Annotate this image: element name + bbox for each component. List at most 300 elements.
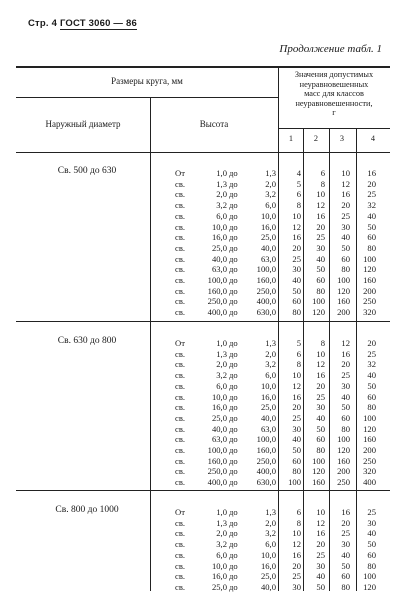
class-2-value: 25 bbox=[316, 549, 325, 560]
table-row bbox=[0, 189, 408, 199]
group-title: Св. 630 до 800 bbox=[57, 336, 117, 346]
class-4-value: 32 bbox=[367, 200, 376, 211]
range-to: 10,0 bbox=[260, 549, 276, 560]
range-to-word: до bbox=[229, 434, 238, 445]
range-from: 1,0 bbox=[216, 338, 227, 348]
range-to: 10,0 bbox=[260, 210, 276, 221]
class-1-value: 80 bbox=[292, 307, 301, 318]
class-3-value: 250 bbox=[337, 477, 350, 488]
class-2-value: 40 bbox=[316, 571, 325, 582]
class-2-value: 10 bbox=[316, 189, 325, 200]
class-3-value: 120 bbox=[337, 285, 350, 296]
class-1-value: 10 bbox=[292, 528, 301, 539]
class-number-2: 2 bbox=[313, 134, 319, 143]
class-2-value: 12 bbox=[316, 517, 325, 528]
class-1-value: 6 bbox=[296, 189, 301, 200]
class-3-value: 10 bbox=[341, 168, 350, 178]
class-4-value: 20 bbox=[367, 338, 376, 348]
class-1-value: 60 bbox=[292, 455, 301, 466]
range-to-word: до bbox=[229, 391, 238, 402]
range-to: 16,0 bbox=[260, 560, 276, 571]
group-title: Св. 500 до 630 bbox=[57, 166, 117, 176]
class-1-value: 12 bbox=[292, 380, 301, 391]
class-1-value: 40 bbox=[292, 434, 301, 445]
class-1-value: 8 bbox=[296, 517, 301, 528]
class-4-value: 160 bbox=[363, 275, 376, 285]
range-to: 40,0 bbox=[260, 581, 276, 592]
range-prefix: св. bbox=[175, 285, 186, 296]
range-to-word: до bbox=[229, 412, 238, 423]
height-header: Высота bbox=[199, 119, 229, 129]
class-2-value: 20 bbox=[316, 539, 325, 550]
class-1-value: 16 bbox=[292, 391, 301, 402]
class-1-value: 30 bbox=[292, 264, 301, 275]
class-2-value: 12 bbox=[316, 359, 325, 370]
class-3-value: 40 bbox=[341, 232, 350, 243]
range-from: 100,0 bbox=[207, 275, 227, 285]
table-row bbox=[0, 392, 408, 402]
class-1-value: 8 bbox=[296, 200, 301, 211]
range-to: 63,0 bbox=[260, 253, 276, 264]
class-3-value: 200 bbox=[337, 466, 350, 477]
class-4-value: 320 bbox=[363, 466, 376, 477]
class-1-value: 60 bbox=[292, 296, 301, 307]
table-row bbox=[0, 424, 408, 434]
range-to-word: до bbox=[229, 455, 238, 466]
range-prefix: св. bbox=[175, 221, 186, 232]
range-from: 16,0 bbox=[211, 571, 227, 582]
table-row bbox=[0, 456, 408, 466]
range-prefix: св. bbox=[175, 549, 186, 560]
class-2-value: 100 bbox=[312, 455, 325, 466]
range-to: 100,0 bbox=[256, 264, 276, 275]
class-1-value: 25 bbox=[292, 253, 301, 264]
header-bottom-rule bbox=[16, 152, 390, 153]
class-1-value: 25 bbox=[292, 571, 301, 582]
table-row bbox=[0, 338, 408, 348]
class-3-value: 40 bbox=[341, 549, 350, 560]
class-4-value: 25 bbox=[367, 507, 376, 517]
class-2-value: 60 bbox=[316, 275, 325, 285]
class-number-4: 4 bbox=[370, 134, 376, 143]
class-2-value: 12 bbox=[316, 200, 325, 211]
class-2-value: 16 bbox=[316, 210, 325, 221]
table-row bbox=[0, 232, 408, 242]
range-from: 25,0 bbox=[211, 412, 227, 423]
class-3-value: 100 bbox=[337, 434, 350, 445]
group-title: Св. 800 до 1000 bbox=[55, 505, 119, 515]
range-to-word: до bbox=[229, 571, 238, 582]
class-2-value: 8 bbox=[320, 178, 325, 189]
table-row bbox=[0, 168, 408, 178]
range-from: 2,0 bbox=[216, 359, 227, 370]
table-row bbox=[0, 518, 408, 528]
class-4-value: 40 bbox=[367, 210, 376, 221]
range-to: 6,0 bbox=[265, 370, 276, 381]
range-from: 16,0 bbox=[211, 402, 227, 413]
class-number-1: 1 bbox=[288, 134, 294, 143]
class-1-value: 4 bbox=[296, 168, 301, 178]
range-to: 25,0 bbox=[260, 571, 276, 582]
class-3-value: 60 bbox=[341, 571, 350, 582]
range-prefix: От bbox=[175, 168, 185, 178]
class-2-value: 120 bbox=[312, 466, 325, 477]
class-3-value: 16 bbox=[341, 507, 350, 517]
class-4-value: 80 bbox=[367, 242, 376, 253]
range-from: 1,3 bbox=[216, 517, 227, 528]
class-2-value: 50 bbox=[316, 264, 325, 275]
range-from: 25,0 bbox=[211, 581, 227, 592]
group2-bottom-rule bbox=[16, 490, 390, 491]
class-4-value: 20 bbox=[367, 178, 376, 189]
values-title-line: г bbox=[332, 108, 336, 117]
class-4-value: 200 bbox=[363, 285, 376, 296]
range-to-word: до bbox=[229, 370, 238, 381]
range-prefix: От bbox=[175, 507, 185, 517]
range-from: 400,0 bbox=[207, 307, 227, 318]
class-1-value: 20 bbox=[292, 402, 301, 413]
range-to: 16,0 bbox=[260, 221, 276, 232]
range-from: 160,0 bbox=[207, 455, 227, 466]
class-4-value: 120 bbox=[363, 581, 376, 592]
class-2-value: 8 bbox=[320, 338, 325, 348]
class-1-value: 6 bbox=[296, 348, 301, 359]
values-title-line: неуравновешенности, bbox=[295, 98, 373, 108]
range-to: 40,0 bbox=[260, 242, 276, 253]
class-4-value: 200 bbox=[363, 445, 376, 455]
range-to-word: до bbox=[229, 264, 238, 275]
class-2-value: 25 bbox=[316, 391, 325, 402]
range-to: 1,3 bbox=[265, 338, 276, 348]
class-4-value: 40 bbox=[367, 528, 376, 539]
table-row bbox=[0, 264, 408, 274]
range-to: 250,0 bbox=[256, 455, 276, 466]
values-title bbox=[278, 70, 390, 118]
class-2-value: 6 bbox=[320, 168, 325, 178]
class-1-value: 25 bbox=[292, 412, 301, 423]
class-3-value: 25 bbox=[341, 528, 350, 539]
class-3-value: 40 bbox=[341, 391, 350, 402]
class-4-value: 60 bbox=[367, 391, 376, 402]
range-from: 6,0 bbox=[216, 549, 227, 560]
range-from: 2,0 bbox=[216, 189, 227, 200]
class-2-value: 80 bbox=[316, 285, 325, 296]
range-prefix: св. bbox=[175, 275, 186, 285]
range-from: 3,2 bbox=[216, 539, 227, 550]
values-title-line: масс для классов bbox=[304, 89, 364, 98]
size-title: Размеры круга, мм bbox=[111, 76, 183, 86]
range-prefix: св. bbox=[175, 307, 186, 318]
range-prefix: св. bbox=[175, 296, 186, 307]
range-prefix: св. bbox=[175, 359, 186, 370]
range-prefix: св. bbox=[175, 571, 186, 582]
class-4-value: 50 bbox=[367, 221, 376, 232]
class-4-value: 40 bbox=[367, 370, 376, 381]
range-to-word: до bbox=[229, 380, 238, 391]
class-4-value: 16 bbox=[367, 168, 376, 178]
range-prefix: св. bbox=[175, 253, 186, 264]
class-1-value: 12 bbox=[292, 539, 301, 550]
class-4-value: 80 bbox=[367, 560, 376, 571]
range-to: 63,0 bbox=[260, 423, 276, 434]
range-prefix: св. bbox=[175, 210, 186, 221]
values-title-line: неуравновешенных bbox=[299, 79, 369, 89]
range-to: 2,0 bbox=[265, 178, 276, 189]
range-from: 3,2 bbox=[216, 200, 227, 211]
table-row bbox=[0, 402, 408, 412]
range-prefix: св. bbox=[175, 581, 186, 592]
class-1-value: 12 bbox=[292, 221, 301, 232]
class-1-value: 10 bbox=[292, 210, 301, 221]
range-to: 250,0 bbox=[256, 285, 276, 296]
range-to-word: до bbox=[229, 348, 238, 359]
range-to-word: до bbox=[229, 445, 238, 455]
range-prefix: св. bbox=[175, 445, 186, 455]
class-1-value: 40 bbox=[292, 275, 301, 285]
class-1-value: 50 bbox=[292, 445, 301, 455]
class-3-value: 16 bbox=[341, 189, 350, 200]
outer-diameter-header: Наружный диаметр bbox=[45, 119, 121, 129]
range-to-word: до bbox=[229, 539, 238, 550]
range-prefix: св. bbox=[175, 517, 186, 528]
class-2-value: 80 bbox=[316, 445, 325, 455]
continuation-label: Продолжение табл. 1 bbox=[279, 43, 382, 55]
class-4-value: 100 bbox=[363, 571, 376, 582]
range-to-word: до bbox=[229, 517, 238, 528]
range-from: 1,3 bbox=[216, 178, 227, 189]
range-to: 2,0 bbox=[265, 348, 276, 359]
class-2-value: 100 bbox=[312, 296, 325, 307]
range-to-word: до bbox=[229, 560, 238, 571]
class-4-value: 30 bbox=[367, 517, 376, 528]
class-1-value: 16 bbox=[292, 232, 301, 243]
table-row bbox=[0, 275, 408, 285]
class-4-value: 100 bbox=[363, 253, 376, 264]
class-3-value: 200 bbox=[337, 307, 350, 318]
range-to-word: до bbox=[229, 296, 238, 307]
header-sub-rule bbox=[16, 97, 278, 98]
class-3-value: 80 bbox=[341, 423, 350, 434]
table-row bbox=[0, 370, 408, 380]
class-4-value: 250 bbox=[363, 296, 376, 307]
range-from: 1,0 bbox=[216, 168, 227, 178]
class-2-value: 20 bbox=[316, 380, 325, 391]
class-number-3: 3 bbox=[339, 134, 345, 143]
range-from: 2,0 bbox=[216, 528, 227, 539]
range-from: 10,0 bbox=[211, 391, 227, 402]
class-3-value: 80 bbox=[341, 264, 350, 275]
class-2-value: 16 bbox=[316, 370, 325, 381]
range-from: 160,0 bbox=[207, 285, 227, 296]
range-prefix: св. bbox=[175, 402, 186, 413]
class-3-value: 100 bbox=[337, 275, 350, 285]
class-2-value: 60 bbox=[316, 434, 325, 445]
range-from: 16,0 bbox=[211, 232, 227, 243]
table-row bbox=[0, 434, 408, 444]
table-row bbox=[0, 222, 408, 232]
range-to-word: до bbox=[229, 507, 238, 517]
range-from: 250,0 bbox=[207, 466, 227, 477]
range-to-word: до bbox=[229, 221, 238, 232]
range-from: 3,2 bbox=[216, 370, 227, 381]
group1-bottom-rule bbox=[16, 321, 390, 322]
class-1-value: 30 bbox=[292, 581, 301, 592]
class-2-value: 16 bbox=[316, 528, 325, 539]
range-from: 63,0 bbox=[211, 434, 227, 445]
class-3-value: 30 bbox=[341, 539, 350, 550]
class-2-value: 10 bbox=[316, 348, 325, 359]
class-3-value: 80 bbox=[341, 581, 350, 592]
range-from: 6,0 bbox=[216, 210, 227, 221]
table-row bbox=[0, 528, 408, 538]
range-prefix: св. bbox=[175, 423, 186, 434]
table-row bbox=[0, 359, 408, 369]
table-row bbox=[0, 582, 408, 592]
range-to: 630,0 bbox=[256, 477, 276, 488]
range-from: 250,0 bbox=[207, 296, 227, 307]
class-2-value: 25 bbox=[316, 232, 325, 243]
range-to: 3,2 bbox=[265, 359, 276, 370]
range-to-word: до bbox=[229, 285, 238, 296]
class-3-value: 20 bbox=[341, 517, 350, 528]
class-2-value: 20 bbox=[316, 221, 325, 232]
class-3-value: 20 bbox=[341, 200, 350, 211]
table-row bbox=[0, 466, 408, 476]
class-3-value: 50 bbox=[341, 560, 350, 571]
class-4-value: 80 bbox=[367, 402, 376, 413]
range-to-word: до bbox=[229, 402, 238, 413]
range-prefix: св. bbox=[175, 380, 186, 391]
range-prefix: св. bbox=[175, 232, 186, 243]
range-prefix: св. bbox=[175, 434, 186, 445]
range-to-word: до bbox=[229, 242, 238, 253]
range-from: 1,0 bbox=[216, 507, 227, 517]
class-4-value: 120 bbox=[363, 264, 376, 275]
class-1-value: 20 bbox=[292, 242, 301, 253]
class-1-value: 50 bbox=[292, 285, 301, 296]
class-1-value: 8 bbox=[296, 359, 301, 370]
class-1-value: 5 bbox=[296, 178, 301, 189]
table-row bbox=[0, 477, 408, 487]
range-from: 6,0 bbox=[216, 380, 227, 391]
table-top-rule bbox=[16, 66, 390, 68]
range-to: 3,2 bbox=[265, 528, 276, 539]
table-row bbox=[0, 539, 408, 549]
class-2-value: 40 bbox=[316, 253, 325, 264]
range-prefix: св. bbox=[175, 189, 186, 200]
class-1-value: 80 bbox=[292, 466, 301, 477]
range-to-word: до bbox=[229, 528, 238, 539]
class-2-value: 120 bbox=[312, 307, 325, 318]
range-to: 6,0 bbox=[265, 539, 276, 550]
class-4-value: 32 bbox=[367, 359, 376, 370]
range-to: 40,0 bbox=[260, 412, 276, 423]
range-prefix: От bbox=[175, 338, 185, 348]
range-from: 63,0 bbox=[211, 264, 227, 275]
range-to-word: до bbox=[229, 466, 238, 477]
range-to: 400,0 bbox=[256, 296, 276, 307]
page-number: Стр. 4 bbox=[28, 18, 58, 29]
range-to-word: до bbox=[229, 189, 238, 200]
range-to: 100,0 bbox=[256, 434, 276, 445]
class-3-value: 12 bbox=[341, 338, 350, 348]
class-3-value: 160 bbox=[337, 296, 350, 307]
table-row bbox=[0, 211, 408, 221]
table-row bbox=[0, 243, 408, 253]
table-row bbox=[0, 571, 408, 581]
range-to-word: до bbox=[229, 210, 238, 221]
range-to-word: до bbox=[229, 581, 238, 592]
class-3-value: 60 bbox=[341, 412, 350, 423]
range-prefix: св. bbox=[175, 412, 186, 423]
range-to-word: до bbox=[229, 253, 238, 264]
range-to: 3,2 bbox=[265, 189, 276, 200]
range-from: 10,0 bbox=[211, 560, 227, 571]
class-4-value: 50 bbox=[367, 380, 376, 391]
range-prefix: св. bbox=[175, 242, 186, 253]
class-3-value: 120 bbox=[337, 445, 350, 455]
class-1-value: 30 bbox=[292, 423, 301, 434]
range-from: 10,0 bbox=[211, 221, 227, 232]
class-4-value: 60 bbox=[367, 232, 376, 243]
class-3-value: 12 bbox=[341, 178, 350, 189]
class-2-value: 30 bbox=[316, 560, 325, 571]
class-2-value: 10 bbox=[316, 507, 325, 517]
class-2-value: 40 bbox=[316, 412, 325, 423]
range-prefix: св. bbox=[175, 539, 186, 550]
table-row bbox=[0, 550, 408, 560]
table-row bbox=[0, 254, 408, 264]
range-to: 1,3 bbox=[265, 168, 276, 178]
class-2-value: 160 bbox=[312, 477, 325, 488]
class-2-value: 30 bbox=[316, 402, 325, 413]
class-4-value: 25 bbox=[367, 348, 376, 359]
class-2-value: 30 bbox=[316, 242, 325, 253]
range-prefix: св. bbox=[175, 200, 186, 211]
range-prefix: св. bbox=[175, 560, 186, 571]
range-to-word: до bbox=[229, 338, 238, 348]
table-row bbox=[0, 381, 408, 391]
class-1-value: 10 bbox=[292, 370, 301, 381]
range-to: 160,0 bbox=[256, 445, 276, 455]
table-row bbox=[0, 179, 408, 189]
range-to-word: до bbox=[229, 232, 238, 243]
range-to-word: до bbox=[229, 168, 238, 178]
class-4-value: 100 bbox=[363, 412, 376, 423]
range-to-word: до bbox=[229, 200, 238, 211]
class-1-value: 5 bbox=[296, 338, 301, 348]
range-to: 630,0 bbox=[256, 307, 276, 318]
range-prefix: св. bbox=[175, 455, 186, 466]
class-2-value: 50 bbox=[316, 423, 325, 434]
class-4-value: 25 bbox=[367, 189, 376, 200]
range-prefix: св. bbox=[175, 348, 186, 359]
class-3-value: 160 bbox=[337, 455, 350, 466]
class-4-value: 50 bbox=[367, 539, 376, 550]
range-to: 160,0 bbox=[256, 275, 276, 285]
class-4-value: 250 bbox=[363, 455, 376, 466]
class-1-value: 6 bbox=[296, 507, 301, 517]
range-to: 6,0 bbox=[265, 200, 276, 211]
class-3-value: 25 bbox=[341, 210, 350, 221]
class-3-value: 16 bbox=[341, 348, 350, 359]
class-1-value: 100 bbox=[288, 477, 301, 488]
range-to-word: до bbox=[229, 275, 238, 285]
range-prefix: св. bbox=[175, 370, 186, 381]
class-4-value: 400 bbox=[363, 477, 376, 488]
class-3-value: 60 bbox=[341, 253, 350, 264]
range-to-word: до bbox=[229, 549, 238, 560]
